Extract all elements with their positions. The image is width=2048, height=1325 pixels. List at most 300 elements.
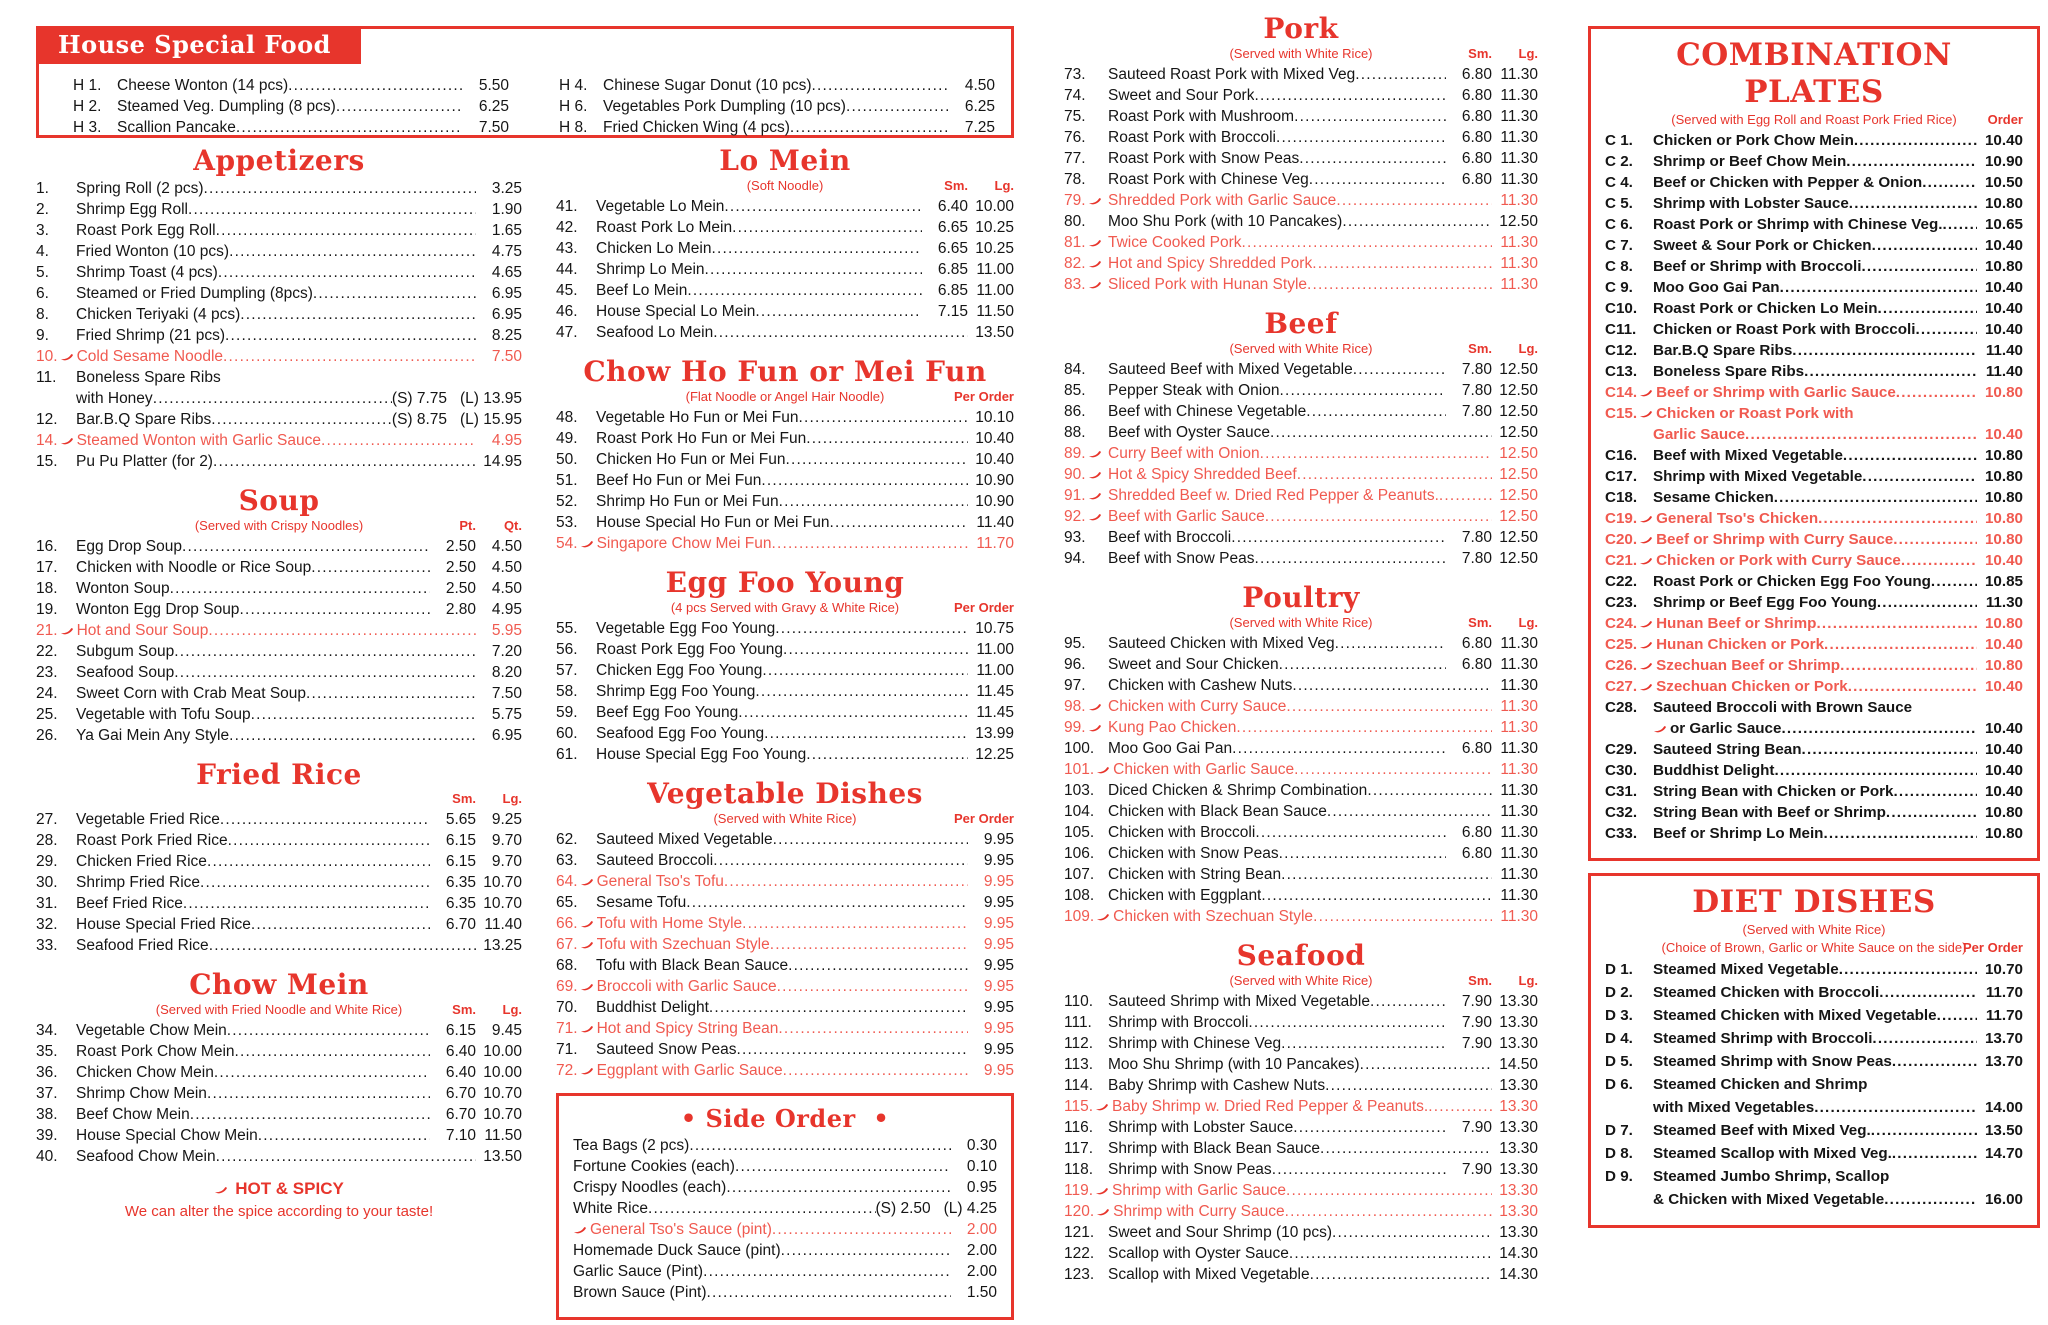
item-name: Chicken or Pork with Curry Sauce: [1656, 552, 1901, 569]
menu-item: [556, 512, 1014, 533]
item-name: Shrimp with Black Bean Sauce: [1108, 1140, 1320, 1157]
menu-item: [1064, 864, 1538, 885]
dot-leader: [251, 914, 430, 935]
dot-leader: [846, 96, 949, 117]
item-name: Moo Shu Shrimp (with 10 Pancakes): [1108, 1056, 1360, 1073]
item-name: Vegetable Ho Fun or Mei Fun: [596, 409, 799, 426]
item-name: Sauteed String Bean: [1653, 741, 1802, 758]
pepper-icon: [1088, 724, 1102, 733]
item-number: C32.: [1605, 804, 1638, 821]
item-price: 10.80: [1984, 804, 2023, 821]
item-name: White Rice: [573, 1200, 648, 1217]
dot-leader: [1281, 1033, 1446, 1054]
item-number: 22.: [36, 643, 58, 660]
item-price: 10.10: [975, 409, 1014, 426]
dot-leader: [1286, 696, 1492, 717]
price-column-labels: [1446, 341, 1538, 357]
section-subtitle-row: [556, 389, 1014, 405]
item-price: 10.80: [1984, 258, 2023, 275]
item-name: Bar.B.Q Spare Ribs: [1653, 342, 1793, 359]
dot-leader: [182, 536, 430, 557]
item-price: 10.80: [1984, 510, 2023, 527]
menu-item: [1064, 1159, 1538, 1180]
dot-leader: [1872, 235, 1977, 256]
dot-leader: [220, 809, 430, 830]
item-number: 24.: [36, 685, 58, 702]
section-title: Egg Foo Young: [665, 566, 905, 599]
item-number: 99.: [1064, 717, 1108, 738]
pepper-icon: [1639, 683, 1653, 692]
dot-leader: [235, 1041, 430, 1062]
menu-item-continued: [1605, 1188, 2023, 1211]
item-number: C25.: [1605, 634, 1656, 655]
item-number: C17.: [1605, 468, 1638, 485]
menu-item: [573, 1282, 997, 1303]
item-number: 120.: [1064, 1201, 1113, 1222]
item-number: D 2.: [1605, 984, 1633, 1001]
menu-item: [556, 533, 1014, 554]
menu-item: [1605, 1004, 2023, 1027]
menu-item: [36, 1020, 522, 1041]
menu-item: [1064, 801, 1538, 822]
dot-leader: [208, 620, 476, 641]
item-name: Seafood Chow Mein: [76, 1148, 216, 1165]
item-price: 11.30: [1500, 276, 1538, 293]
dot-leader: [1877, 592, 1977, 613]
item-number: 74.: [1064, 87, 1086, 104]
item-number: 4.: [36, 243, 49, 260]
dot-leader: [321, 430, 476, 451]
item-price: 10.90: [975, 472, 1014, 489]
item-price: 11.30: [1500, 740, 1538, 757]
dot-leader: [1774, 487, 1977, 508]
item-price: 6.35: [445, 895, 476, 912]
dot-leader: [711, 238, 922, 259]
menu-item: [36, 325, 522, 346]
item-price: 2.50: [445, 538, 476, 555]
item-price: 11.30: [1500, 192, 1538, 209]
item-number: 101.: [1064, 759, 1113, 780]
dot-leader: [732, 217, 922, 238]
item-number: 118.: [1064, 1161, 1094, 1178]
menu-item: [1064, 485, 1538, 506]
dot-leader: [755, 681, 968, 702]
item-price: 11.30: [1500, 171, 1538, 188]
item-name: Steamed Shrimp with Broccoli: [1653, 1030, 1873, 1047]
item-number: 32.: [36, 916, 58, 933]
section-subtitle-row: [1605, 112, 2023, 128]
item-price: 7.25: [964, 119, 995, 136]
dot-leader: [783, 1060, 968, 1081]
dot-leader: [1281, 864, 1492, 885]
menu-item: [36, 830, 522, 851]
pepper-icon: [1088, 281, 1102, 290]
item-number: 54.: [556, 533, 597, 554]
dot-leader: [1232, 738, 1446, 759]
section-subtitle-row: [36, 792, 522, 807]
item-number: 26.: [36, 727, 58, 744]
menu-item: [556, 660, 1014, 681]
item-price: 11.30: [1500, 719, 1538, 736]
item-name: Roast Pork with Broccoli: [1108, 129, 1276, 146]
dot-leader: [1312, 253, 1492, 274]
item-name: Shrimp Egg Roll: [76, 201, 188, 218]
item-price: 6.80: [1461, 87, 1492, 104]
item-number: 79.: [1064, 190, 1108, 211]
item-name: Wonton Soup: [76, 580, 170, 597]
item-price: 10.40: [1984, 783, 2023, 800]
menu-item: [1064, 527, 1538, 548]
item-price: 10.40: [1984, 720, 2023, 737]
menu-item: [556, 1039, 1014, 1060]
dot-leader: [1877, 298, 1977, 319]
menu-column-1: [36, 144, 522, 1220]
menu-item: [36, 662, 522, 683]
section-hot-spicy: [36, 1179, 522, 1220]
dot-leader: [311, 557, 430, 578]
dot-leader: [738, 702, 968, 723]
item-name: Steamed Scallop with Mixed Veg.: [1653, 1145, 1892, 1162]
menu-item-continued: [1605, 718, 2023, 739]
item-name: Moo Goo Gai Pan: [1653, 279, 1780, 296]
price-column-labels: [954, 600, 1014, 616]
dot-leader: [779, 491, 968, 512]
menu-item: [1605, 508, 2023, 529]
menu-item: [556, 618, 1014, 639]
item-number: 69.: [556, 976, 597, 997]
menu-item: [573, 1156, 997, 1177]
menu-item: [573, 1198, 997, 1219]
item-price: 11.30: [1500, 866, 1538, 883]
dot-leader: [1327, 801, 1492, 822]
item-price: 11.30: [1500, 150, 1538, 167]
dot-leader: [1236, 717, 1492, 738]
item-number: C 9.: [1605, 279, 1633, 296]
section-subtitle-row: [36, 518, 522, 534]
menu-item: [556, 407, 1014, 428]
item-name: Sauteed Broccoli: [596, 852, 714, 869]
item-name: Singapore Chow Mei Fun: [596, 535, 772, 552]
dot-leader: [790, 117, 949, 138]
pepper-icon: [580, 878, 594, 887]
item-name: Sweet Corn with Crab Meat Soup: [76, 685, 307, 702]
item-number: 117.: [1064, 1140, 1094, 1157]
dot-leader: [153, 388, 392, 409]
section-title: • Side Order •: [573, 1104, 997, 1134]
item-name: Chicken with Eggplant: [1108, 887, 1262, 904]
item-name: Steamed Jumbo Shrimp, Scallop: [1653, 1168, 1890, 1185]
item-price: 11.30: [1500, 635, 1538, 652]
dot-leader: [1265, 506, 1492, 527]
pepper-icon: [1088, 471, 1102, 480]
item-price: 7.10: [445, 1127, 476, 1144]
dot-leader: [216, 220, 476, 241]
item-price: 11.30: [1500, 698, 1538, 715]
section-subtitle: (Served with White Rice): [1229, 615, 1373, 630]
menu-item: [1605, 1073, 2023, 1096]
item-number: 5.: [36, 264, 49, 281]
dot-leader: [1843, 445, 1977, 466]
item-price: 11.30: [1500, 782, 1538, 799]
item-number: 62.: [556, 831, 578, 848]
pepper-icon: [1096, 766, 1110, 775]
menu-item: [1064, 401, 1538, 422]
item-name: Garlic Sauce (Pint): [573, 1263, 704, 1280]
pepper-icon: [1088, 260, 1102, 269]
item-number: 3.: [36, 222, 49, 239]
pepper-icon: [1639, 410, 1653, 419]
menu-item: [1064, 211, 1538, 232]
menu-item: [556, 639, 1014, 660]
item-name: Buddhist Delight: [1653, 762, 1775, 779]
item-name: Steamed or Fried Dumpling (8pcs): [76, 285, 313, 302]
item-number: 31.: [36, 895, 58, 912]
item-name: Vegetable Egg Foo Young: [596, 620, 776, 637]
menu-item: [1064, 1264, 1538, 1285]
dot-leader: [762, 660, 968, 681]
dot-leader: [1248, 1012, 1446, 1033]
menu-item: [1064, 169, 1538, 190]
price-column-label: Sm.: [1468, 46, 1492, 61]
dot-leader: [1270, 422, 1492, 443]
menu-item: [1605, 214, 2023, 235]
item-name: Crispy Noodles (each): [573, 1179, 727, 1196]
item-name: Hunan Chicken or Pork: [1656, 636, 1825, 653]
dot-leader: [1254, 85, 1446, 106]
item-number: 75.: [1064, 108, 1086, 125]
section-subtitle-row: [1605, 940, 2023, 956]
pepper-icon: [1088, 239, 1102, 248]
item-name: Shredded Beef w. Dried Red Pepper & Peanuts.: [1108, 487, 1439, 504]
pepper-icon: [1088, 450, 1102, 459]
item-price: 9.95: [983, 831, 1014, 848]
menu-item: [36, 262, 522, 283]
item-price: 6.40: [445, 1043, 476, 1060]
item-price: 10.40: [975, 430, 1014, 447]
dot-leader: [1871, 1119, 1977, 1142]
dot-leader: [1861, 256, 1977, 277]
item-price: (S) 7.75 (L) 13.95: [391, 390, 522, 407]
item-price: 14.50: [1499, 1056, 1538, 1073]
menu-item: [556, 892, 1014, 913]
section-subtitle: (4 pcs Served with Gravy & White Rice): [670, 600, 900, 615]
item-price: 7.80: [1461, 361, 1492, 378]
dot-leader: [1285, 1201, 1492, 1222]
item-number: 92.: [1064, 506, 1108, 527]
dot-leader: [705, 259, 922, 280]
item-name: Steamed Wonton with Garlic Sauce: [76, 432, 321, 449]
item-name: General Tso's Tofu: [596, 873, 724, 890]
item-name: Moo Shu Pork (with 10 Pancakes): [1108, 213, 1343, 230]
dot-leader: [306, 683, 476, 704]
house-special-title: House Special Food: [36, 26, 361, 64]
menu-item: [573, 1261, 997, 1282]
dot-leader: [240, 304, 476, 325]
menu-item-continued: [1605, 1096, 2023, 1119]
menu-column-2: [556, 144, 1014, 1320]
menu-item: [36, 809, 522, 830]
menu-item: [1064, 274, 1538, 295]
dot-leader: [1846, 151, 1977, 172]
menu-item: [36, 935, 522, 956]
item-name: Chicken or Roast Pork with: [1656, 405, 1854, 422]
item-price: 7.90: [1461, 1161, 1492, 1178]
menu-item: [73, 96, 509, 117]
item-name: Sweet and Sour Shrimp (10 pcs): [1108, 1224, 1332, 1241]
item-price: 6.70: [445, 1085, 476, 1102]
menu-item: [73, 75, 509, 96]
item-number: 64.: [556, 871, 597, 892]
price-column-label: Lg.: [1518, 341, 1538, 356]
menu-item: [1605, 1165, 2023, 1188]
item-name: Roast Pork Egg Roll: [76, 222, 216, 239]
item-name: Beef or Shrimp Lo Mein: [1653, 825, 1824, 842]
item-price: 9.70: [491, 832, 522, 849]
dot-leader: [687, 280, 922, 301]
item-name: Shrimp with Curry Sauce: [1113, 1203, 1285, 1220]
item-price: 10.40: [1984, 237, 2023, 254]
menu-item: [556, 871, 1014, 892]
item-name: Pepper Steak with Onion: [1108, 382, 1280, 399]
pepper-icon: [60, 627, 74, 636]
item-price: 11.70: [1985, 984, 2023, 1001]
item-price: 11.30: [1500, 66, 1538, 83]
item-name: Hot & Spicy Shredded Beef: [1108, 466, 1297, 483]
item-name: Chicken with Szechuan Style: [1113, 908, 1314, 925]
item-number: C19.: [1605, 508, 1656, 529]
item-name: Roast Pork or Chicken Lo Mein: [1653, 300, 1878, 317]
menu-item: [573, 1240, 997, 1261]
pepper-icon: [1088, 197, 1102, 206]
section-vegetable-dishes: [556, 777, 1014, 1081]
dot-leader: [1360, 1054, 1492, 1075]
item-name: Baby Shrimp with Cashew Nuts: [1108, 1077, 1326, 1094]
item-number: H 3.: [73, 119, 102, 136]
dot-leader: [713, 322, 968, 343]
menu-item: [36, 599, 522, 620]
item-price: 4.95: [491, 432, 522, 449]
item-name: Roast Pork or Chicken Egg Foo Young: [1653, 573, 1931, 590]
menu-item: [36, 725, 522, 746]
pepper-icon: [1639, 515, 1653, 524]
price-column-label: Sm.: [944, 178, 968, 193]
item-name: Steamed Chicken with Mixed Vegetable: [1653, 1007, 1937, 1024]
menu-item: [36, 704, 522, 725]
item-price: 7.80: [1461, 550, 1492, 567]
item-name: Chicken or Roast Pork with Broccoli: [1653, 321, 1916, 338]
item-price: 7.80: [1461, 382, 1492, 399]
item-price: 10.50: [1984, 174, 2023, 191]
item-number: H 4.: [559, 77, 588, 94]
section-subtitle: (Served with White Rice): [1229, 973, 1373, 988]
item-name: Roast Pork with Chinese Veg: [1108, 171, 1309, 188]
item-price: 10.40: [1984, 132, 2023, 149]
dot-leader: [1854, 130, 1977, 151]
item-price: 6.25: [478, 98, 509, 115]
section-title: COMBINATION PLATES: [1676, 37, 1952, 110]
section-chow-mein: [36, 968, 522, 1167]
item-number: 6.: [36, 285, 49, 302]
item-number: 86.: [1064, 403, 1086, 420]
item-price: 9.70: [491, 853, 522, 870]
item-price: 7.90: [1461, 1035, 1492, 1052]
dot-leader: [1892, 1050, 1977, 1073]
item-name: Chinese Sugar Donut (10 pcs): [603, 77, 812, 94]
section-diet-dishes: [1588, 873, 2040, 1228]
dot-leader: [1297, 464, 1492, 485]
item-price: 13.25: [483, 937, 522, 954]
menu-item: [1064, 696, 1538, 717]
dot-leader: [1816, 613, 1977, 634]
item-number: 77.: [1064, 150, 1086, 167]
item-price: 9.95: [983, 978, 1014, 995]
menu-item: [1605, 550, 2023, 571]
item-price: 6.65: [937, 219, 968, 236]
menu-item: [556, 997, 1014, 1018]
item-number: 53.: [556, 514, 578, 531]
pepper-icon: [1639, 620, 1653, 629]
menu-item: [1605, 487, 2023, 508]
price-column-label: Sm.: [452, 791, 476, 806]
dot-leader: [1840, 655, 1977, 676]
section-chow-ho-fun: [556, 355, 1014, 554]
menu-item: [36, 178, 522, 199]
pepper-icon: [580, 1067, 594, 1076]
menu-item: [1064, 148, 1538, 169]
menu-item: [73, 117, 509, 138]
item-name: General Tso's Sauce (pint): [590, 1221, 772, 1238]
item-price: 10.80: [1984, 531, 2023, 548]
item-name: Vegetable Lo Mein: [596, 198, 725, 215]
item-price: 6.70: [445, 916, 476, 933]
item-price: 11.30: [1500, 255, 1538, 272]
item-name: Chicken Fried Rice: [76, 853, 207, 870]
item-price: 11.40: [976, 514, 1014, 531]
item-price: 10.00: [483, 1064, 522, 1081]
item-number: 46.: [556, 303, 578, 320]
item-name: Sauteed Beef with Mixed Vegetable: [1108, 361, 1353, 378]
menu-item: [1605, 781, 2023, 802]
dot-leader: [1313, 906, 1492, 927]
item-name: Beef or Shrimp with Garlic Sauce: [1656, 384, 1896, 401]
item-name: Pu Pu Platter (for 2): [76, 453, 213, 470]
dot-leader: [812, 75, 949, 96]
menu-item: [1605, 823, 2023, 844]
item-name: Steamed Beef with Mixed Veg.: [1653, 1122, 1871, 1139]
item-name: Sauteed Broccoli with Brown Sauce: [1653, 699, 1913, 716]
item-price: 9.95: [983, 957, 1014, 974]
section-subtitle: (Served with White Rice): [713, 811, 857, 826]
menu-item: [556, 723, 1014, 744]
section-subtitle-row: [556, 600, 1014, 616]
pepper-icon: [1088, 492, 1102, 501]
item-name: Diced Chicken & Shrimp Combination: [1108, 782, 1368, 799]
menu-item: [1605, 676, 2023, 697]
price-column-label: Lg.: [1518, 615, 1538, 630]
menu-item: [556, 322, 1014, 343]
menu-item: [36, 914, 522, 935]
menu-column-4: [1588, 26, 2040, 1228]
item-price: 11.30: [1500, 824, 1538, 841]
price-column-labels: [954, 811, 1014, 827]
menu-item: [1064, 380, 1538, 401]
item-number: C 7.: [1605, 237, 1633, 254]
item-price: 11.50: [976, 303, 1014, 320]
item-number: 49.: [556, 430, 578, 447]
item-price: 6.65: [937, 240, 968, 257]
menu-item: [1064, 780, 1538, 801]
item-price: 2.80: [445, 601, 476, 618]
